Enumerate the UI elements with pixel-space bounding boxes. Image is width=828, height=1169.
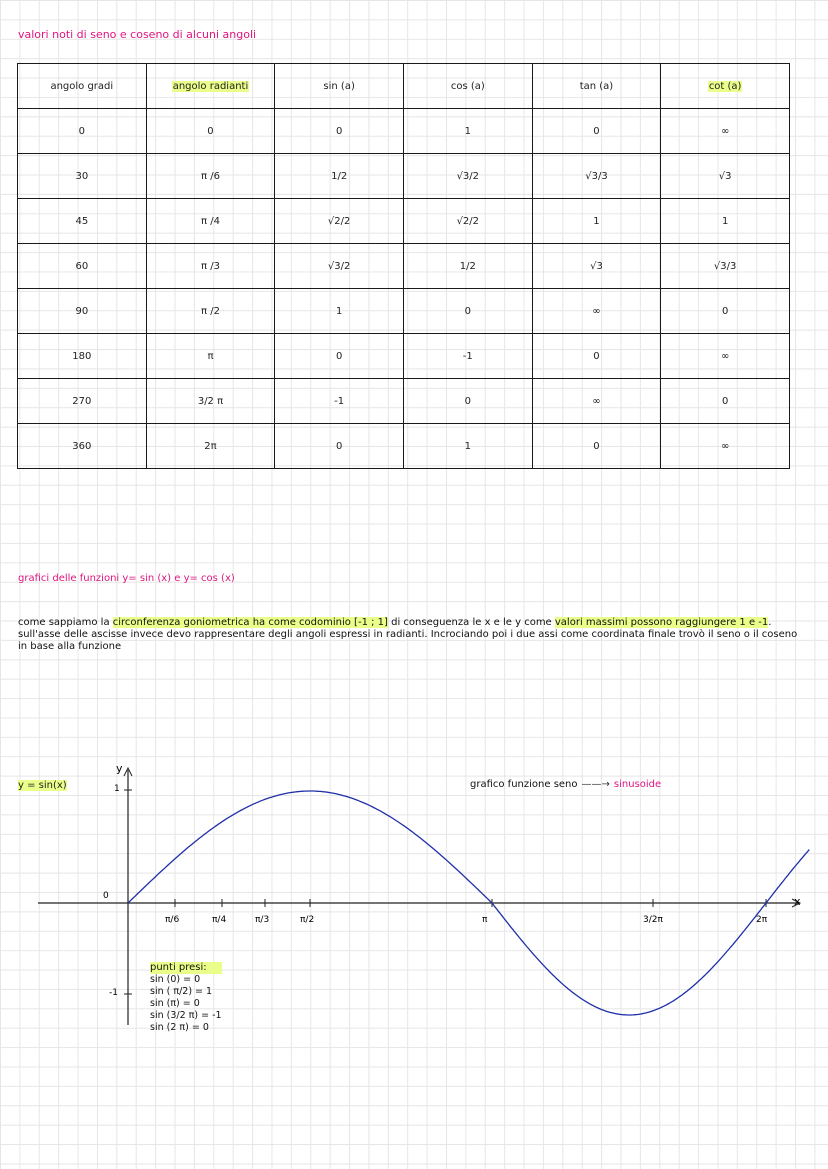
header-cell: cot (a): [661, 64, 790, 109]
table-cell: 0: [661, 379, 790, 424]
y-axis-label: y: [116, 762, 123, 775]
table-cell: 180: [18, 334, 147, 379]
header-cell: tan (a): [532, 64, 661, 109]
x-tick-label: π/3: [255, 915, 270, 925]
table-row: [18, 424, 790, 469]
point-item: sin (π) = 0: [150, 998, 200, 1009]
table-cell: 1: [403, 109, 532, 154]
table-cell: √3/2: [275, 244, 404, 289]
x-tick-label: π/6: [165, 915, 180, 925]
x-tick-label: 2π: [756, 915, 768, 925]
table-row: [18, 244, 790, 289]
table-cell: 1/2: [275, 154, 404, 199]
table-cell: √3/3: [661, 244, 790, 289]
table-cell: √3: [661, 154, 790, 199]
table-cell: 1: [403, 424, 532, 469]
arrow-icon: ——→: [581, 779, 610, 790]
table-cell: 30: [18, 154, 147, 199]
table-cell: 0: [661, 289, 790, 334]
table-cell: π: [146, 334, 275, 379]
section-title: grafici delle funzioni y= sin (x) e y= cos (x): [18, 573, 235, 584]
table-cell: π /4: [146, 199, 275, 244]
table-row: [18, 379, 790, 424]
table-cell: √2/2: [403, 199, 532, 244]
x-tick-label: π/4: [212, 915, 227, 925]
table-cell: 0: [532, 109, 661, 154]
table-cell: π /3: [146, 244, 275, 289]
points-list: [150, 962, 222, 1034]
table-cell: ∞: [661, 109, 790, 154]
page-title: valori noti di seno e coseno di alcuni angoli: [18, 28, 257, 41]
trig-values-table: [17, 63, 790, 469]
explanation-paragraph: come sappiamo la circonferenza goniometrica ha come codominio [-1 ; 1] di conseguenza le x e le y come valori massimi possono raggiungere 1 e -1. sull'asse delle ascisse invece devo rappresentare degli angoli espressi in radianti. Incrociando poi i due assi come coordinata finale trovò il seno o il coseno in base alla funzione: [18, 617, 798, 652]
function-label: y = sin(x): [18, 780, 67, 791]
graph-result: sinusoide: [613, 779, 662, 790]
header-cell: cos (a): [403, 64, 532, 109]
table-cell: 360: [18, 424, 147, 469]
table-cell: 60: [18, 244, 147, 289]
y-tick-1: 1: [114, 784, 120, 794]
table-cell: 270: [18, 379, 147, 424]
table-cell: ∞: [532, 289, 661, 334]
header-cell: angolo radianti: [146, 64, 275, 109]
table-cell: √3: [532, 244, 661, 289]
table-cell: √3/3: [532, 154, 661, 199]
table-cell: 0: [532, 424, 661, 469]
table-cell: 1: [532, 199, 661, 244]
table-cell: 1/2: [403, 244, 532, 289]
table-cell: 45: [18, 199, 147, 244]
table-cell: 0: [275, 334, 404, 379]
point-item: sin (2 π) = 0: [150, 1022, 209, 1033]
point-item: sin (0) = 0: [150, 974, 201, 985]
table-cell: 1: [661, 199, 790, 244]
table-row: [18, 109, 790, 154]
point-item: sin ( π/2) = 1: [150, 986, 213, 997]
table-row: [18, 289, 790, 334]
table-row: [18, 154, 790, 199]
header-cell: angolo gradi: [18, 64, 147, 109]
table-row: [18, 199, 790, 244]
table-row: [18, 334, 790, 379]
x-tick-label: 3/2π: [643, 915, 663, 925]
sine-graph: [0, 750, 828, 1070]
table-cell: 0: [275, 109, 404, 154]
table-cell: 0: [532, 334, 661, 379]
x-tick-label: π: [482, 915, 488, 925]
table-cell: -1: [403, 334, 532, 379]
table-cell: π /6: [146, 154, 275, 199]
y-tick-minus1: -1: [109, 988, 118, 998]
x-axis-label: x: [794, 895, 801, 908]
table-cell: ∞: [661, 334, 790, 379]
header-cell: sin (a): [275, 64, 404, 109]
table-cell: 0: [18, 109, 147, 154]
point-item: sin (3/2 π) = -1: [150, 1010, 222, 1021]
table-cell: 0: [146, 109, 275, 154]
graph-caption: grafico funzione seno ——→ sinusoide: [470, 779, 662, 790]
table-header-row: [18, 64, 790, 109]
table-cell: ∞: [532, 379, 661, 424]
table-cell: 90: [18, 289, 147, 334]
table-cell: √2/2: [275, 199, 404, 244]
table-cell: π /2: [146, 289, 275, 334]
table-cell: 0: [403, 379, 532, 424]
table-cell: 1: [275, 289, 404, 334]
table-cell: 0: [403, 289, 532, 334]
x-tick-label: π/2: [300, 915, 315, 925]
y-tick-0: 0: [103, 891, 109, 901]
table-cell: 2π: [146, 424, 275, 469]
table-cell: -1: [275, 379, 404, 424]
table-cell: ∞: [661, 424, 790, 469]
table-cell: 0: [275, 424, 404, 469]
table-cell: √3/2: [403, 154, 532, 199]
points-title: punti presi:: [150, 962, 222, 974]
table-cell: 3/2 π: [146, 379, 275, 424]
